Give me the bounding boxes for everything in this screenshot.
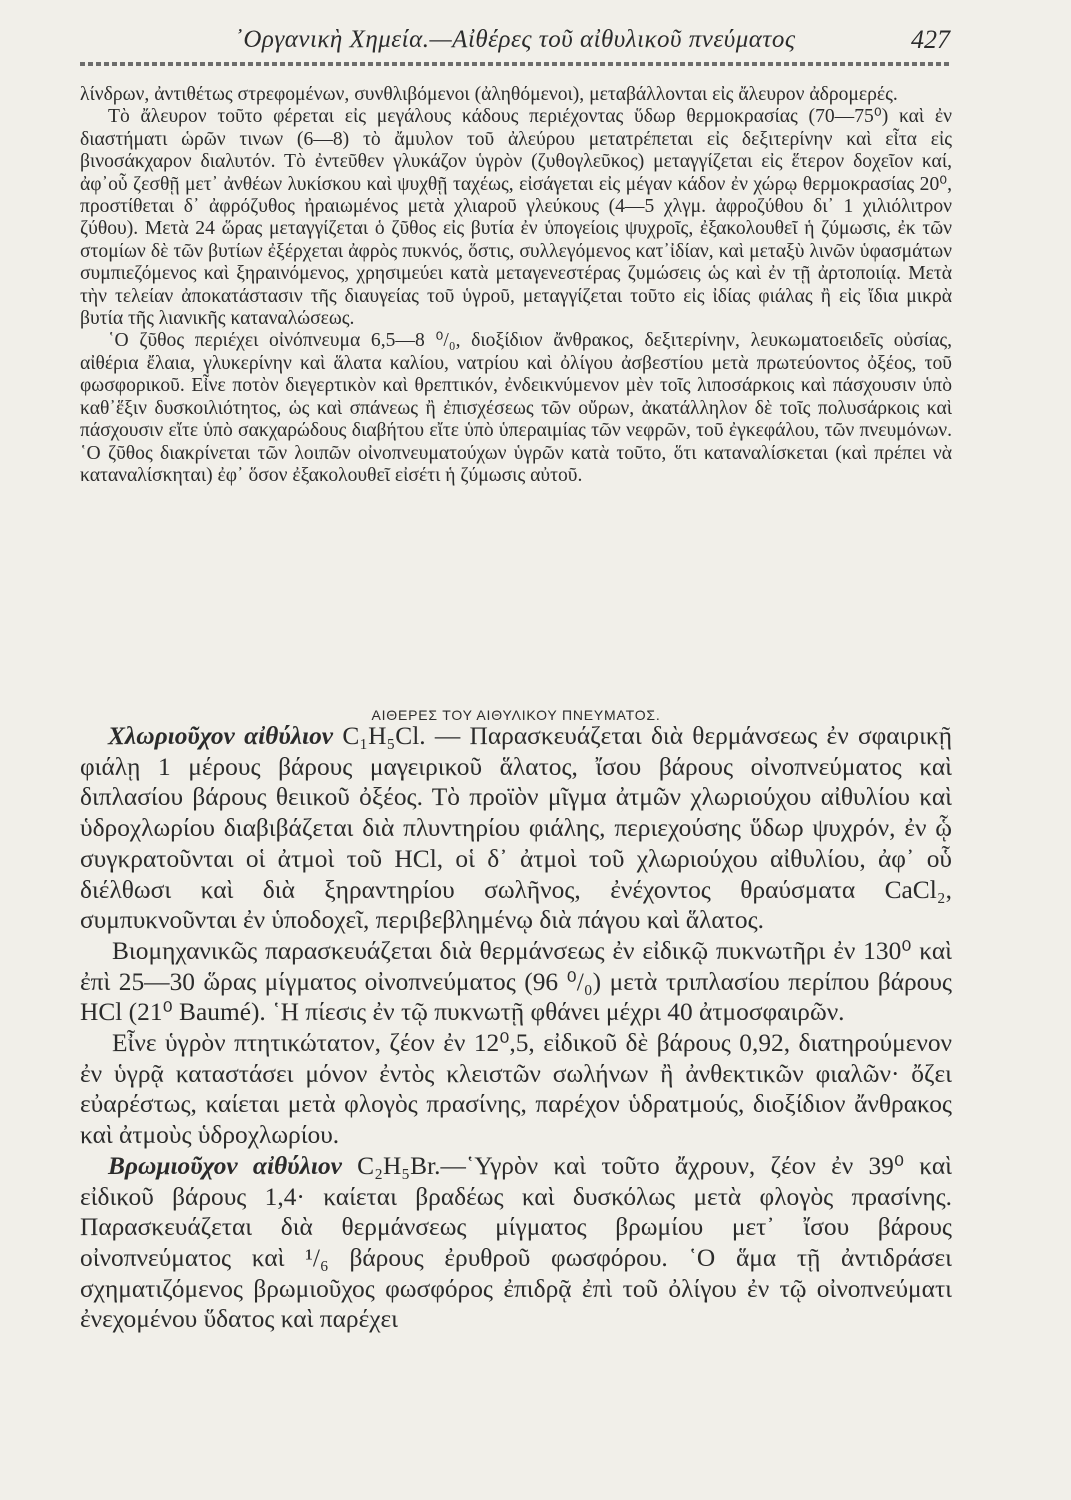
compound-name: Βρωμιοῦχον αἰθύλιον <box>108 1151 342 1180</box>
header-title: ᾿Οργανικὴ Χημεία.—Αἰθέρες τοῦ αἰθυλικοῦ πνεύματος <box>234 26 796 53</box>
paragraph-ethyl-bromide <box>80 1151 952 1335</box>
running-header <box>80 20 950 64</box>
paragraph: Εἶνε ὑγρὸν πτητικώτατον, ζέον ἐν 12⁰,5, εἰδικοῦ δὲ βάρους 0,92, διατηρούμενον ἐν ὑγρᾷ καταστάσει μόνον ἐντὸς κλειστῶν σωλήνων ἢ ἀνθεκτικῶν φιαλῶν· ὄζει εὐαρέστως, καίεται μετὰ φλογὸς πρασίνης, παρέχον ὑδρατμούς, διοξίδιον ἄνθρακος καὶ ἀτμοὺς ὑδροχλωρίου. <box>80 1029 952 1150</box>
header-rule <box>80 62 950 66</box>
page-number: 427 <box>911 25 950 54</box>
paragraph: Βιομηχανικῶς παρασκευάζεται διὰ θερμάνσεως ἐν εἰδικῷ πυκνωτῆρι ἐν 130⁰ καὶ ἐπὶ 25—30 ὥρας μίγματος οἰνοπνεύματος (96 ⁰/₀) μετὰ τριπλασίου περίπου βάρους HCl (21⁰ Baumé). ῾Η πίεσις ἐν τῷ πυκνωτῇ φθάνει μέχρι 40 ἀτμοσφαιρῶν. <box>80 936 952 1027</box>
paragraph: ῾Ο ζῦθος περιέχει οἰνόπνευμα 6,5—8 ⁰/₀, διοξίδιον ἄνθρακος, δεξιτερίνην, λευκωματοειδεῖς οὐσίας, αἰθέρια ἔλαια, γλυκερίνην καὶ ἅλατα καλίου, νατρίου καὶ ὀλίγου ἀσβεστίου μετὰ πρωτεύοντος ὀξέος, τοῦ φωσφορικοῦ. Εἶνε ποτὸν διεγερτικὸν καὶ θρεπτικόν, ἐνδεικνύμενον μὲν τοῖς λιποσάρκοις καὶ πάσχουσιν ὑπὸ καθ᾿ἕξιν δυσκοιλιότητος, ὡς καὶ σπάνεως ἢ ἐπισχέσεως τῶν οὔρων, ἀκατάλληλον δὲ τοῖς πολυσάρκοις καὶ πάσχουσιν εἴτε ὑπὸ σακχαρώδους διαβήτου εἴτε ὑπὸ ὑπεραιμίας τῶν νεφρῶν, τοῦ ἐγκεφάλου, τῶν πνευμόνων. ῾Ο ζῦθος διακρίνεται τῶν λοιπῶν οἰνοπνευματούχων ὑγρῶν κατὰ τοῦτο, ὅτι καταναλίσκεται (καὶ πρέπει νὰ καταναλίσκηται) ἐφ᾿ ὅσον ἐξακολουθεῖ εἰσέτι ἡ ζύμωσις αὐτοῦ. <box>80 330 952 486</box>
section-heading: ΑΙΘΕΡΕΣ ΤΟΥ ΑΙΘΥΛΙΚΟΥ ΠΝΕΥΜΑΤΟΣ. <box>371 707 661 723</box>
small-print-section <box>80 84 952 487</box>
compound-name: Χλωριοῦχον αἰθύλιον <box>108 722 334 750</box>
paragraph-text: C₁H₅Cl. — Παρασκευάζεται διὰ θερμάνσεως ἐν σφαιρικῇ φιάλῃ 1 μέρους βάρους μαγειρικοῦ ἅλατος, ἴσου βάρους οἰνοπνεύματος καὶ διπλασίου βάρους θειικοῦ ὀξέος. Τὸ προϊὸν μῖγμα ἀτμῶν χλωριούχου αἰθυλίου καὶ ὑδροχλωρίου διαβιβάζεται διὰ πλυντηρίου φιάλης, περιεχούσης ὕδωρ ψυχρόν, ἐν ᾧ συγκρατοῦνται οἱ ἀτμοὶ τοῦ HCl, οἱ δ᾿ ἀτμοὶ τοῦ χλωριούχου αἰθυλίου, ἀφ᾿ οὗ διέλθωσι καὶ διὰ ξηραντηρίου σωλῆνος, ἐνέχοντος θραύσματα CaCl₂, συμπυκνοῦνται ἐν ὑποδοχεῖ, περιβεβλημένῳ διὰ πάγου καὶ ἅλατος. <box>80 722 952 935</box>
paragraph-text: C₂H₅Br.—῾Υγρὸν καὶ τοῦτο ἄχρουν, ζέον ἐν 39⁰ καὶ εἰδικοῦ βάρους 1,4· καίεται βραδέως καὶ δυσκόλως μετὰ φλογὸς πρασίνης. Παρασκευάζεται διὰ θερμάνσεως μίγματος βρωμίου μετ᾿ ἴσου βάρους οἰνοπνεύματος καὶ ¹/₆ βάρους ἐρυθροῦ φωσφόρου. ῾Ο ἅμα τῇ ἀντιδράσει σχηματιζόμενος βρωμιοῦχος φωσφόρος ἐπιδρᾷ ἐπὶ τοῦ ὀλίγου ἐν τῷ οἰνοπνεύματι ἐνεχομένου ὕδατος καὶ παρέχει <box>80 1151 952 1334</box>
main-text-section <box>80 721 952 1335</box>
paragraph: λίνδρων, ἀντιθέτως στρεφομένων, συνθλιβόμενοι (ἀληθόμενοι), μεταβάλλονται εἰς ἄλευρον ἀδρομερές. <box>80 84 898 105</box>
paragraph: Τὸ ἄλευρον τοῦτο φέρεται εἰς μεγάλους κάδους περιέχοντας ὕδωρ θερμοκρασίας (70—75⁰) καὶ ἐν διαστήματι ὡρῶν τινων (6—8) τὸ ἄμυλον τοῦ ἀλεύρου μετατρέπεται εἰς δεξιτερίνην καὶ εἶτα εἰς βινοσάκχαρον διαλυτόν. Τὸ ἐντεῦθεν γλυκάζον ὑγρὸν (ζυθογλεῦκος) μεταγγίζεται εἰς ἕτερον δοχεῖον καί, ἀφ᾿οὗ ζεσθῇ μετ᾿ ἀνθέων λυκίσκου καὶ ψυχθῇ ταχέως, εἰσάγεται εἰς μέγαν κάδον ἐν χώρῳ θερμοκρασίας 20⁰, προστίθεται δ᾿ ἀφρόζυθος ἠραιωμένος μετὰ χλιαροῦ γλεύκους (4—5 χλγμ. ἀφροζύθου δι᾿ 1 χιλιόλιτρον ζύθου). Μετὰ 24 ὥρας μεταγγίζεται ὁ ζῦθος εἰς βυτία ἐν ὑπογείοις ψυχροῖς, ἐξακολουθεῖ ἡ ζύμωσις, ἐκ τῶν στομίων δὲ τῶν βυτίων ἐξέρχεται ἀφρὸς πυκνός, ὅστις, συλλεγόμενος κατ᾿ἰδίαν, καὶ μεταξὺ λινῶν ὑφασμάτων συμπιεζόμενος καὶ ξηραινόμενος, χρησιμεύει κατὰ μεταγενεστέρας ζυμώσεις ὡς καὶ ἐν τῇ ἀρτοποιίᾳ. Μετὰ τὴν τελείαν ἀποκατάστασιν τῆς διαυγείας τοῦ ὑγροῦ, μεταγγίζεται τοῦτο εἰς ἰδίας φιάλας ἢ εἰς ἴδια μικρὰ βυτία τῆς λιανικῆς καταναλώσεως. <box>80 106 952 330</box>
paragraph-ethyl-chloride <box>80 721 952 936</box>
